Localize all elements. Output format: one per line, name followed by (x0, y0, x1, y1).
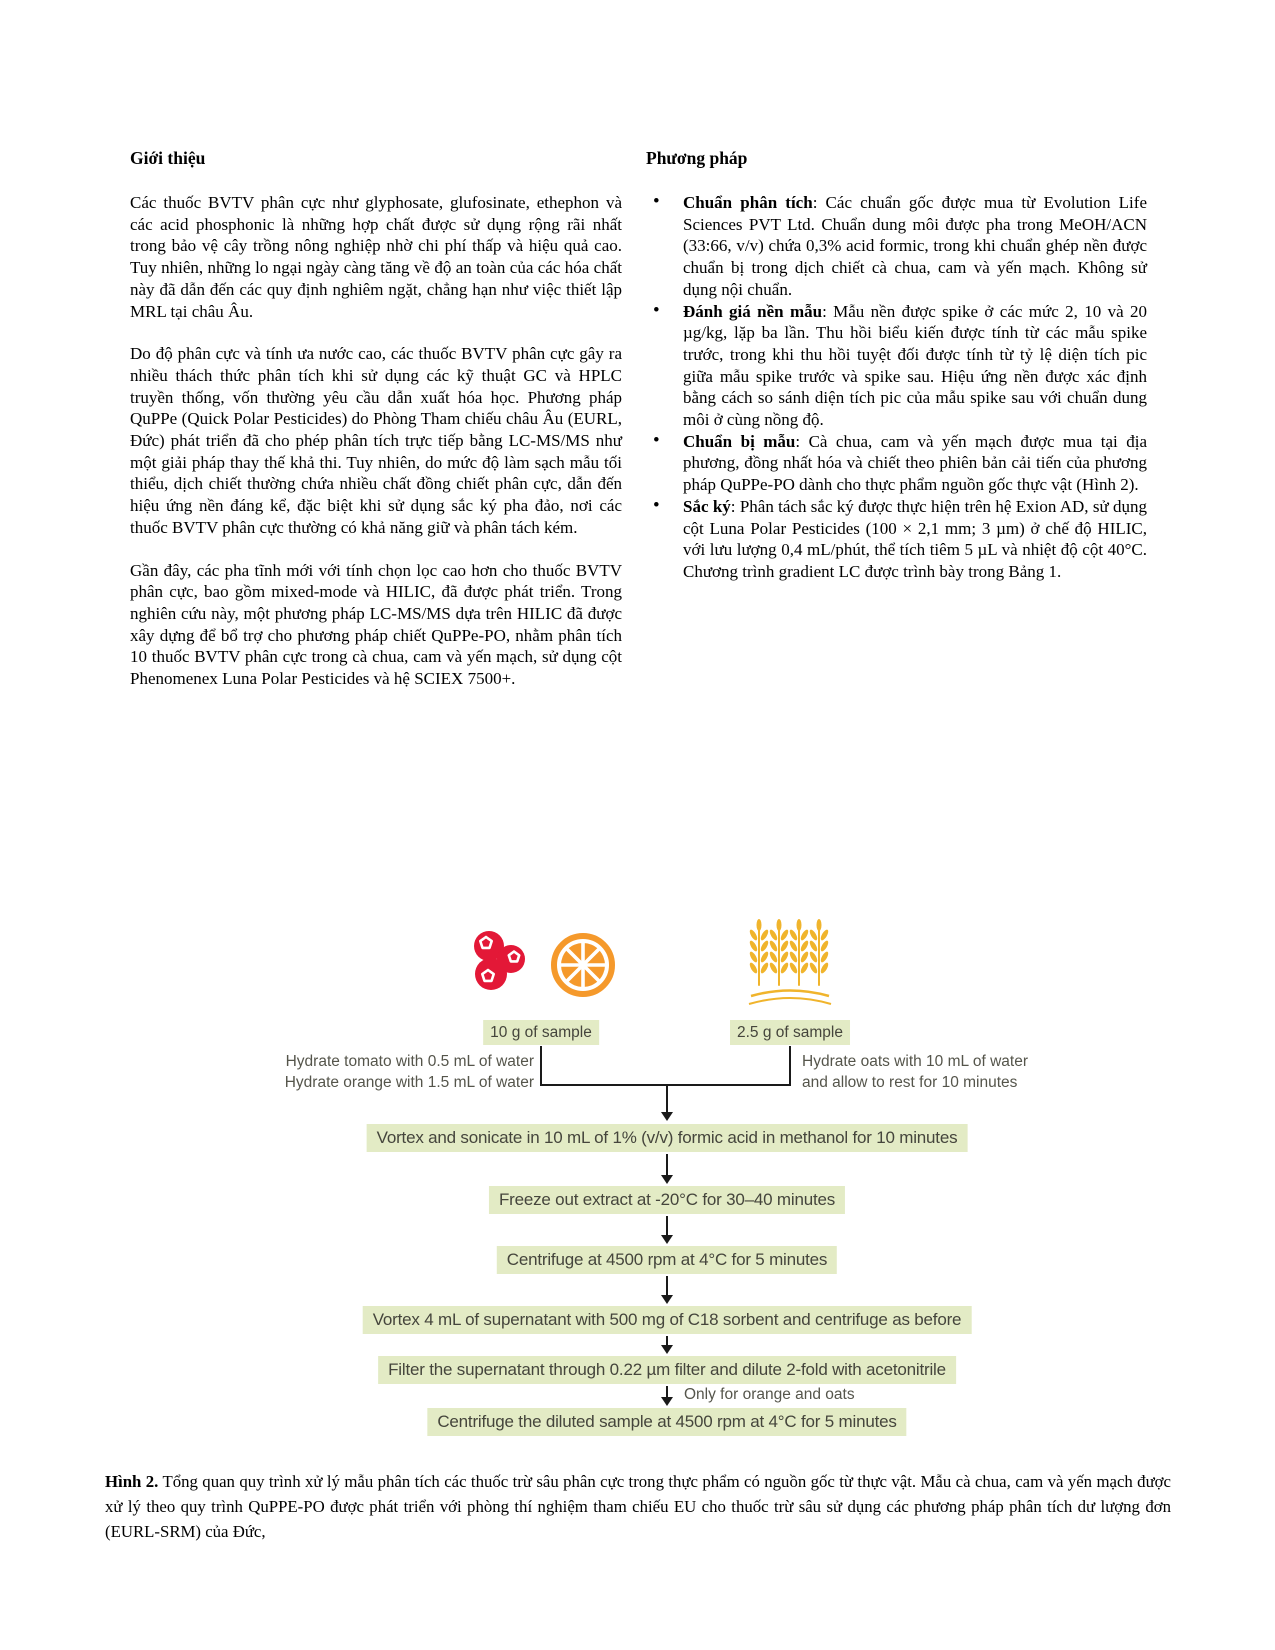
hydrate-orange-note: Hydrate orange with 1.5 mL of water (284, 1074, 534, 1091)
intro-heading: Giới thiệu (130, 148, 206, 168)
sample-amount-left-label: 10 g of sample (483, 1020, 599, 1045)
hydrate-oats-note: Hydrate oats with 10 mL of water (802, 1053, 1028, 1070)
arrow-head-merge (661, 1112, 673, 1121)
arrow-head-1 (661, 1175, 673, 1184)
arrow-shaft-3 (666, 1276, 668, 1295)
connector-left-vertical (540, 1046, 542, 1086)
branch-note-orange-oats: Only for orange and oats (684, 1386, 855, 1403)
arrow-head-3 (661, 1295, 673, 1304)
figure-caption (105, 1469, 1171, 1544)
arrow-shaft-2 (666, 1216, 668, 1235)
connector-right-vertical (789, 1046, 791, 1086)
flow-step-filter-dilute: Filter the supernatant through 0.22 µm filter and dilute 2-fold with acetonitrile (378, 1356, 956, 1384)
bullet-sample-preparation (646, 431, 1147, 496)
bullet-label: Chuẩn bị mẫu (683, 431, 796, 451)
hydrate-tomato-note: Hydrate tomato with 0.5 mL of water (285, 1053, 534, 1070)
bullet-text: : Mẫu nền được spike ở các mức 2, 10 và 20 µg/kg, lặp ba lần. Thu hồi biểu kiến được tính từ các mẫu spike trước, trong khi thu hồi tuyệt đối được tính từ tỷ lệ diện tích pic giữa mẫu spike trước và spike sau. Hiệu ứng nền được xác định bằng cách so sánh diện tích pic của mẫu spike sau với chuẩn dung môi ở cùng nồng độ. (683, 301, 1147, 430)
bullet-text: : Các chuẩn gốc được mua từ Evolution Life Sciences PVT Ltd. Chuẩn dung môi được pha trong MeOH/ACN (33:66, v/v) chứa 0,3% acid formic, trong khi chuẩn ghép nền được chuẩn bị trong dịch chiết cà chua, cam và yến mạch. Không sử dụng nội chuẩn. (683, 193, 1147, 299)
bullet-matrix-evaluation (646, 301, 1147, 431)
intro-paragraph-3: Gần đây, các pha tĩnh mới với tính chọn lọc cao hơn cho thuốc BVTV phân cực, bao gồm mixed-mode và HILIC, đã được phát triển. Trong nghiên cứu này, một phương pháp LC-MS/MS dựa trên HILIC đã được xây dựng để bổ trợ cho phương pháp chiết QuPPe-PO, nhằm phân tích 10 thuốc BVTV phân cực trong cà chua, cam và yến mạch, sử dụng cột Phenomenex Luna Polar Pesticides và hệ SCIEX 7500+. (130, 560, 622, 689)
arrow-head-4 (661, 1345, 673, 1354)
arrow-shaft-1 (666, 1154, 668, 1175)
connector-center-shaft (666, 1086, 668, 1112)
arrow-shaft-5 (666, 1386, 668, 1397)
flow-step-vortex-sonicate: Vortex and sonicate in 10 mL of 1% (v/v) formic acid in methanol for 10 minutes (367, 1124, 968, 1152)
bullet-analytical-standards (646, 192, 1147, 301)
flow-step-centrifuge: Centrifuge at 4500 rpm at 4°C for 5 minutes (497, 1246, 837, 1274)
bullet-text: : Phân tách sắc ký được thực hiện trên hệ Exion AD, sử dụng cột Luna Polar Pesticides (100 × 2,1 mm; 3 µm) ở chế độ HILIC, với lưu lượng 0,4 mL/phút, thể tích tiêm 5 µL và nhiệt độ cột 40°C. Chương trình gradient LC được trình bày trong Bảng 1. (683, 496, 1147, 581)
hydrate-oats-note-2: and allow to rest for 10 minutes (802, 1074, 1018, 1091)
flow-step-c18-sorbent: Vortex 4 mL of supernatant with 500 mg of C18 sorbent and centrifuge as before (363, 1306, 972, 1334)
arrow-shaft-4 (666, 1336, 668, 1345)
bullet-text: : Cà chua, cam và yến mạch được mua tại địa phương, đồng nhất hóa và chiết theo phiên bản cải tiến của phương pháp QuPPe-PO dành cho thực phẩm nguồn gốc thực vật (Hình 2). (683, 431, 1147, 495)
arrow-head-5 (661, 1397, 673, 1406)
arrow-head-2 (661, 1235, 673, 1244)
bullet-label: Chuẩn phân tích (683, 193, 813, 212)
flow-step-centrifuge-diluted: Centrifuge the diluted sample at 4500 rpm at 4°C for 5 minutes (427, 1408, 906, 1436)
figure-caption-label: Hình 2. (105, 1471, 159, 1491)
sample-amount-right-label: 2.5 g of sample (730, 1020, 850, 1045)
intro-paragraph-2: Do độ phân cực và tính ưa nước cao, các thuốc BVTV phân cực gây ra nhiều thách thức phân tích khi sử dụng các kỹ thuật GC và HPLC truyền thống, vốn thường yêu cầu dẫn xuất hóa học. Phương pháp QuPPe (Quick Polar Pesticides) do Phòng Tham chiếu châu Âu (EURL, Đức) phát triển đã cho phép phân tích trực tiếp bằng LC-MS/MS như một giải pháp thay thế khả thi. Tuy nhiên, do mức độ làm sạch mẫu tối thiểu, dịch chiết thường chứa nhiều chất đồng chiết phân cực, dẫn đến hiệu ứng nền đáng kể, đặc biệt khi sử dụng sắc ký pha đảo, nơi các thuốc BVTV phân cực thường có khả năng giữ và phân tách kém. (130, 344, 622, 537)
oats-icon (748, 918, 832, 1008)
orange-slice-icon (550, 932, 616, 998)
methods-bullet-list (646, 192, 1147, 583)
intro-paragraph-1: Các thuốc BVTV phân cực như glyphosate, glufosinate, ethephon và các acid phosphonic là những hợp chất được sử dụng rộng rãi nhất trong bảo vệ cây trồng nông nghiệp nhờ chi phí thấp và hiệu quả cao. Tuy nhiên, những lo ngại ngày càng tăng về độ an toàn của các hóa chất này đã dẫn đến các quy định nghiêm ngặt, chẳng hạn như việc thiết lập MRL tại châu Âu. (130, 193, 622, 321)
figure-caption-text: Tổng quan quy trình xử lý mẫu phân tích các thuốc trừ sâu phân cực trong thực phẩm có nguồn gốc từ thực vật. Mẫu cà chua, cam và yến mạch được xử lý theo quy trình QuPPE-PO được phát triển với phòng thí nghiệm tham chiếu EU cho thuốc trừ sâu sử dụng các phương pháp phân tích dư lượng đơn (EURL-SRM) của Đức, (105, 1471, 1171, 1541)
hydrate-note-left (285, 1051, 534, 1093)
tomato-icon (471, 929, 529, 993)
bullet-chromatography (646, 496, 1147, 583)
flow-step-freeze-out: Freeze out extract at -20°C for 30–40 minutes (489, 1186, 845, 1214)
right-column (646, 147, 1147, 583)
bullet-label: Sắc ký (683, 496, 731, 516)
bullet-label: Đánh giá nền mẫu (683, 301, 823, 321)
hydrate-note-right (802, 1051, 1028, 1093)
left-column (130, 147, 622, 711)
methods-heading: Phương pháp (646, 148, 748, 168)
